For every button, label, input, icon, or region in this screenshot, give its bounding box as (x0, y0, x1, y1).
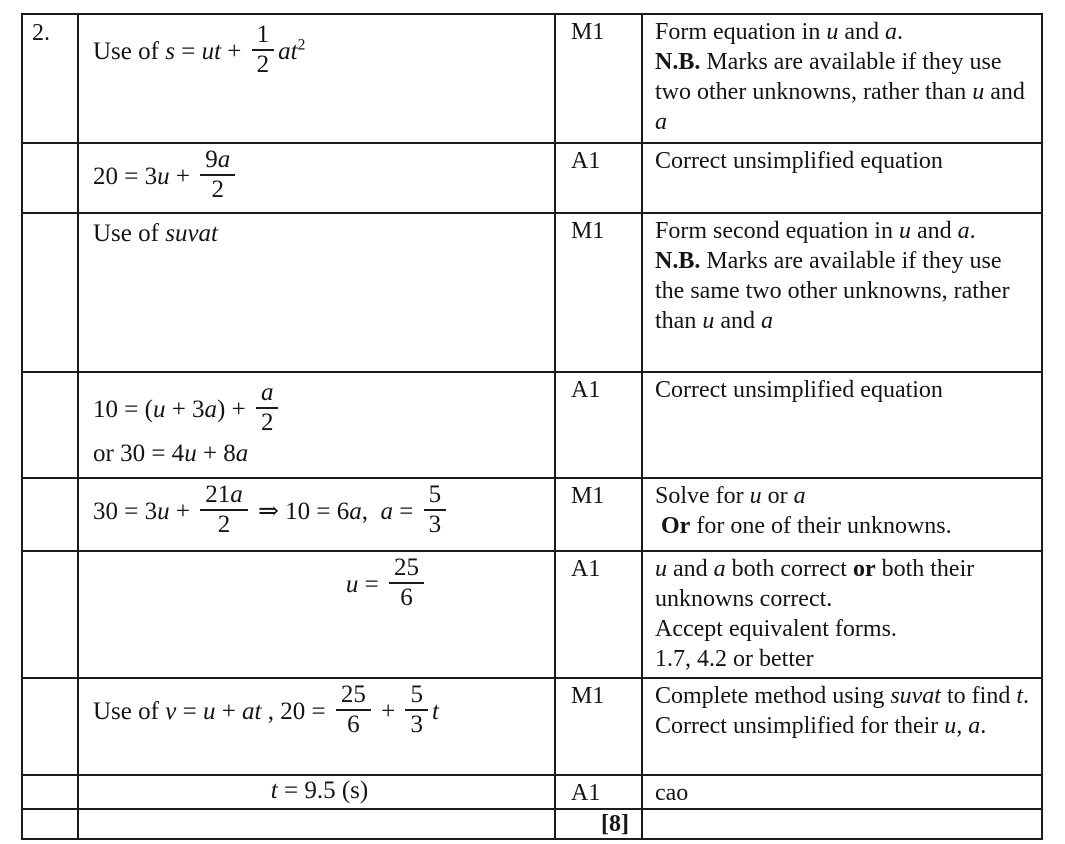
working-cell: Use of v = u + at , 20 = $\frac{25}{6}$ + $\frac{5}{3}$ t (78, 678, 555, 775)
comment-cell (642, 809, 1042, 839)
working-cell (78, 809, 555, 839)
table-row (22, 678, 1042, 775)
table-row (22, 143, 1042, 213)
comment-cell: Correct unsimplified equation (642, 143, 1042, 213)
mark-cell: M1 (555, 213, 642, 372)
question-number-cell (22, 143, 78, 213)
mark-cell: A1 (555, 372, 642, 478)
mark-cell: A1 (555, 143, 642, 213)
comment-cell: Complete method using suvat to find t. Correct unsimplified for their u, a. (642, 678, 1042, 775)
mark-scheme-table (21, 13, 1043, 840)
comment-cell: Form second equation in u and a. N.B. Marks are available if they use the same two other unknowns, rather than u and a (642, 213, 1042, 372)
mark-cell: A1 (555, 775, 642, 809)
working-cell: 30 = 3u + $\frac{21a}{2}$ ⇒ 10 = 6a, a = $\frac{5}{3}$ (78, 478, 555, 551)
question-number-cell (22, 678, 78, 775)
question-number-cell (22, 478, 78, 551)
question-number-cell (22, 551, 78, 678)
working-cell: t = 9.5 (s) (78, 775, 555, 809)
table-row (22, 478, 1042, 551)
working-cell: u = $\frac{25}{6}$ (78, 551, 555, 678)
table-row (22, 372, 1042, 478)
working-cell: Use of s = ut + $\frac{1}{2}$ $at^2$ (78, 14, 555, 143)
table-row (22, 809, 1042, 839)
working-cell: 20 = 3u + $\frac{9a}{2}$ (78, 143, 555, 213)
table-row (22, 551, 1042, 678)
mark-cell: M1 (555, 478, 642, 551)
table-row (22, 213, 1042, 372)
table-row (22, 14, 1042, 143)
comment-cell: Correct unsimplified equation (642, 372, 1042, 478)
working-cell: Use of suvat (78, 213, 555, 372)
question-number-cell (22, 372, 78, 478)
comment-cell: Solve for u or a Or for one of their unknowns. (642, 478, 1042, 551)
question-number-cell: 2. (22, 14, 78, 143)
question-number-cell (22, 213, 78, 372)
working-cell: 10 = (u + 3a) + $\frac{a}{2}$ or 30 = 4u + 8a (78, 372, 555, 478)
question-number-cell (22, 809, 78, 839)
mark-cell: M1 (555, 678, 642, 775)
total-marks-cell: [8] (555, 809, 642, 839)
question-number-cell (22, 775, 78, 809)
mark-cell: A1 (555, 551, 642, 678)
comment-cell: Form equation in u and a. N.B. Marks are available if they use two other unknowns, rather than u and a (642, 14, 1042, 143)
table-row (22, 775, 1042, 809)
comment-cell: cao (642, 775, 1042, 809)
mark-cell: M1 (555, 14, 642, 143)
comment-cell: u and a both correct or both their unknowns correct. Accept equivalent forms. 1.7, 4.2 or better (642, 551, 1042, 678)
